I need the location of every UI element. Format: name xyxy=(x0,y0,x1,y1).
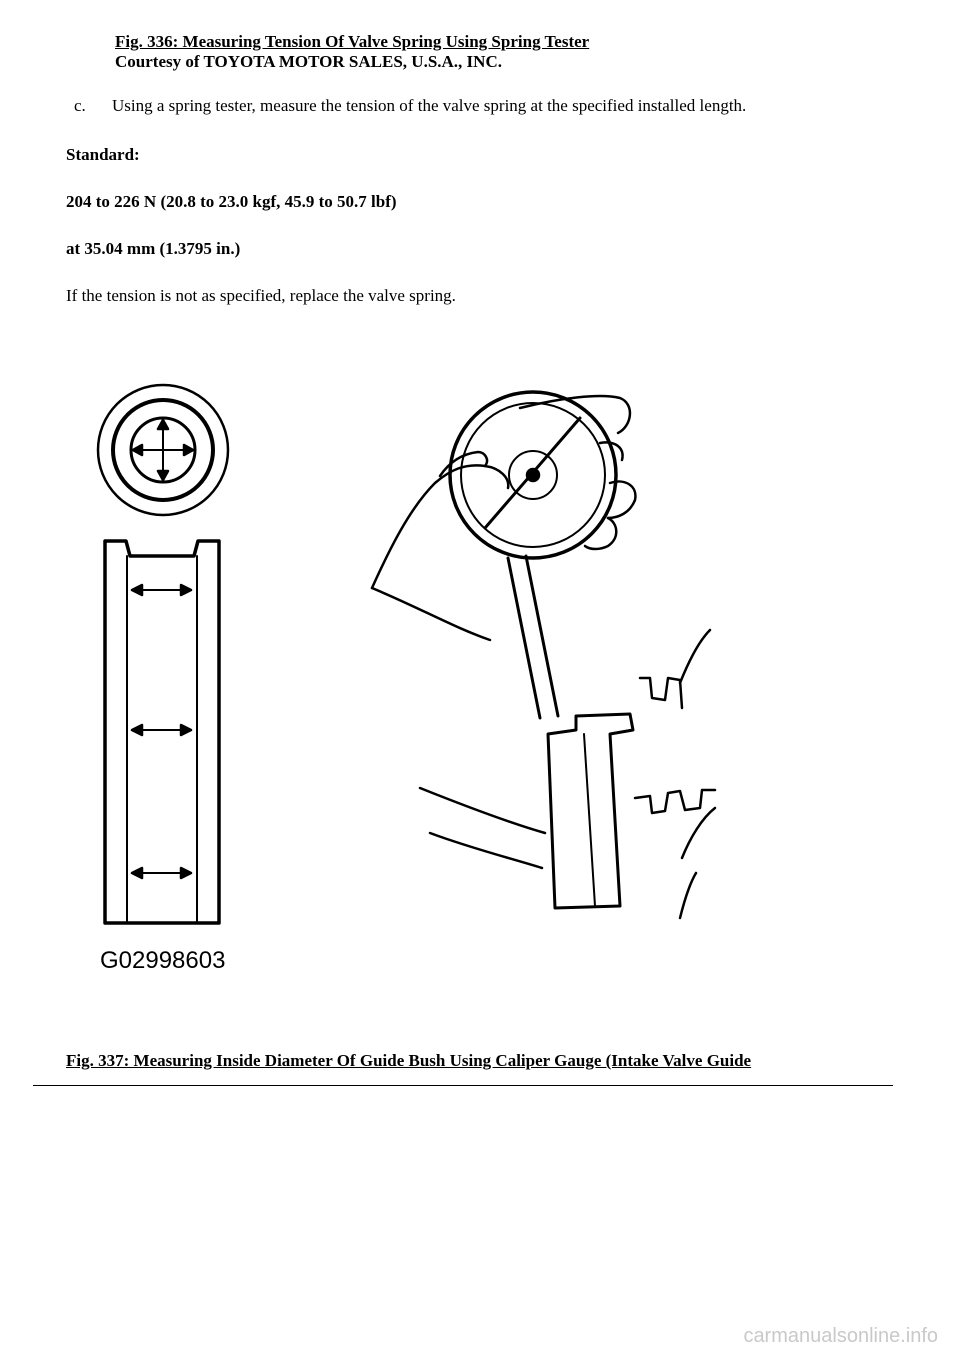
illustration-code: G02998603 xyxy=(100,947,226,974)
page-divider xyxy=(33,1085,893,1086)
replace-instruction: If the tension is not as specified, replace the valve spring. xyxy=(66,286,456,305)
standard-tension: 204 to 226 N (20.8 to 23.0 kgf, 45.9 to 50.7 lbf) xyxy=(66,192,397,211)
step-c-text: Using a spring tester, measure the tension of the valve spring at the specified installed length. xyxy=(112,96,747,115)
gauge-stem xyxy=(508,556,558,718)
step-c-letter: c. xyxy=(74,96,86,115)
standard-length: at 35.04 mm (1.3795 in.) xyxy=(66,239,241,258)
hand-outline xyxy=(372,396,635,640)
watermark: carmanualsonline.info xyxy=(743,1325,938,1347)
dial-gauge xyxy=(450,392,616,558)
figure-337-title: Fig. 337: Measuring Inside Diameter Of Guide Bush Using Caliper Gauge (Intake Valve Guide xyxy=(66,1051,752,1070)
step-c xyxy=(74,96,746,116)
guide-bush-side-view xyxy=(105,541,219,923)
caliper-gauge-illustration xyxy=(90,378,730,988)
guide-bush-top-view xyxy=(98,385,228,515)
figure-336-courtesy: Courtesy of TOYOTA MOTOR SALES, U.S.A., INC. xyxy=(115,52,502,71)
figure-336-title: Fig. 336: Measuring Tension Of Valve Spring Using Spring Tester xyxy=(115,32,590,51)
standard-label: Standard: xyxy=(66,145,140,164)
cylinder-head-section xyxy=(420,630,715,918)
